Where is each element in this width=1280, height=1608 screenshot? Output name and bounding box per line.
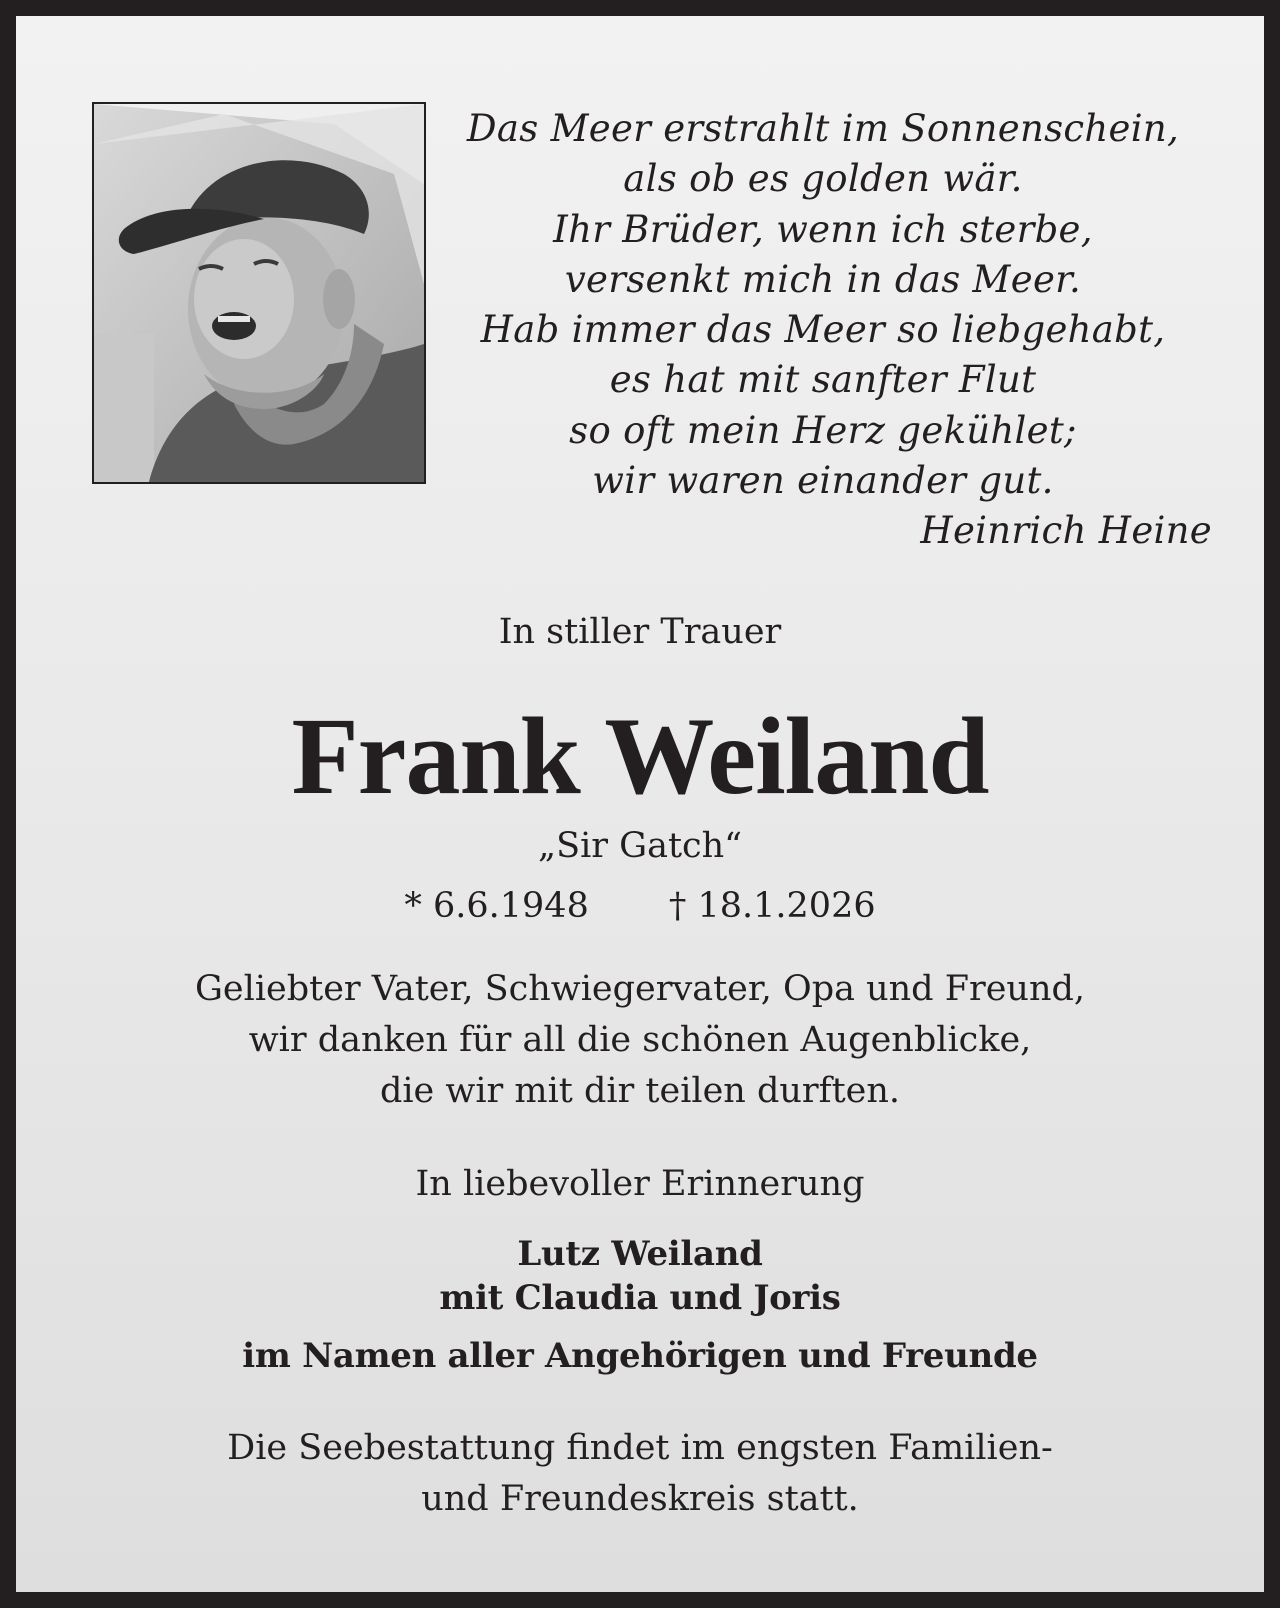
portrait-image: [94, 104, 424, 482]
birth-date: * 6.6.1948: [404, 886, 589, 926]
funeral-note-line: Die Seebestattung findet im engsten Familien-: [227, 1428, 1053, 1468]
death-date: † 18.1.2026: [668, 886, 876, 926]
funeral-note: [16, 1423, 1264, 1525]
poem-line: wir waren einander gut.: [592, 459, 1054, 503]
mourner-with: mit Claudia und Joris: [439, 1278, 841, 1318]
mourners-block: [16, 1232, 1264, 1378]
tribute-text: [16, 964, 1264, 1117]
tribute-line: Geliebter Vater, Schwiegervater, Opa und Freund,: [194, 969, 1086, 1009]
funeral-note-line: und Freundeskreis statt.: [421, 1479, 859, 1519]
poem-line: Hab immer das Meer so liebgehabt,: [480, 308, 1166, 352]
deceased-nickname: „Sir Gatch“: [537, 826, 743, 866]
remembrance-intro: In liebevoller Erinnerung: [415, 1164, 865, 1204]
poem-line: es hat mit sanfter Flut: [609, 358, 1037, 402]
mourner-on-behalf: im Namen aller Angehörigen und Freunde: [242, 1336, 1038, 1376]
poem-line: Ihr Brüder, wenn ich sterbe,: [553, 207, 1093, 251]
life-dates: [16, 884, 1264, 928]
poem-line: Das Meer erstrahlt im Sonnenschein,: [466, 107, 1180, 150]
tribute-line: wir danken für all die schönen Augenblicke,: [248, 1020, 1032, 1060]
tribute-line: die wir mit dir teilen durften.: [379, 1071, 901, 1111]
poem-author: Heinrich Heine: [920, 509, 1212, 553]
poem-line: so oft mein Herz gekühlet;: [569, 408, 1077, 452]
mourner-primary: Lutz Weiland: [517, 1234, 763, 1274]
mourning-intro: In stiller Trauer: [498, 612, 782, 652]
portrait-photo: [92, 102, 426, 484]
poem-line: versenkt mich in das Meer.: [564, 257, 1082, 301]
poem: [434, 104, 1212, 557]
deceased-name: Frank Weiland: [291, 695, 989, 817]
poem-line: als ob es golden wär.: [623, 157, 1023, 201]
